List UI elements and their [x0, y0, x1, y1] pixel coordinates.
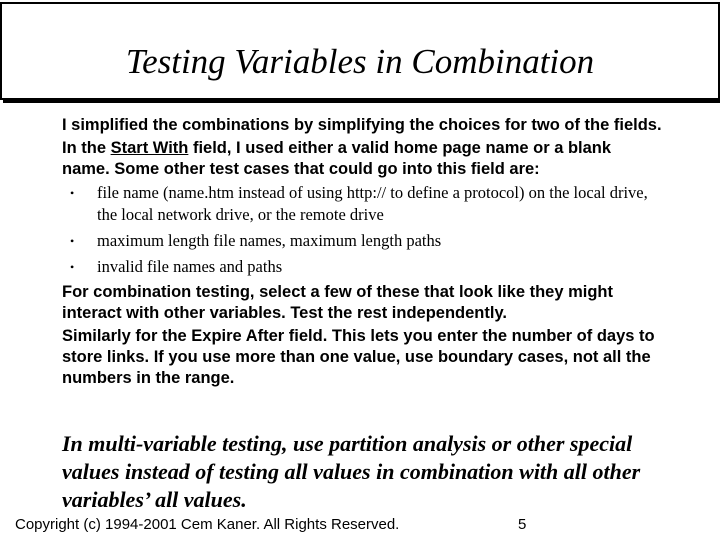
test-case-list: [62, 182, 662, 278]
list-item-text: file name (name.htm instead of using http:// to define a protocol) on the local drive, the local network drive, or the remote drive: [97, 183, 648, 224]
paragraph-combination-testing: For combination testing, select a few of these that look like they might interact with other variables. Test the rest independently.: [62, 283, 614, 322]
slide-body: [62, 115, 662, 391]
list-item-text: invalid file names and paths: [97, 257, 283, 276]
start-with-rest: field, I used either a valid home page name or a blank name. Some other test cases that could go into this field are:: [62, 139, 612, 178]
page-number: 5: [518, 516, 527, 533]
title-box: [0, 2, 720, 100]
list-item-text: maximum length file names, maximum length paths: [97, 231, 442, 250]
list-item: [62, 230, 662, 252]
bullet-icon: •: [70, 260, 75, 274]
summary-statement: In multi-variable testing, use partition analysis or other special values instead of testing all values in combination with all other variables’ all values.: [62, 431, 641, 512]
start-with-field-name: Start With: [110, 139, 189, 157]
bullet-icon: •: [70, 234, 75, 248]
slide-title: Testing Variables in Combination: [125, 42, 595, 81]
list-item: [62, 182, 662, 226]
copyright-footer: Copyright (c) 1994-2001 Cem Kaner. All Rights Reserved.: [15, 516, 400, 533]
paragraph-start-with: [62, 138, 662, 180]
paragraph-expire-after: Similarly for the Expire After field. This lets you enter the number of days to store links. If you use more than one value, use boundary cases, not all the numbers in the range.: [62, 327, 655, 387]
start-with-intro: In the: [62, 139, 111, 157]
list-item: [62, 256, 662, 278]
paragraph-simplified: I simplified the combinations by simplifying the choices for two of the fields.: [62, 116, 662, 134]
bullet-icon: •: [70, 186, 75, 200]
